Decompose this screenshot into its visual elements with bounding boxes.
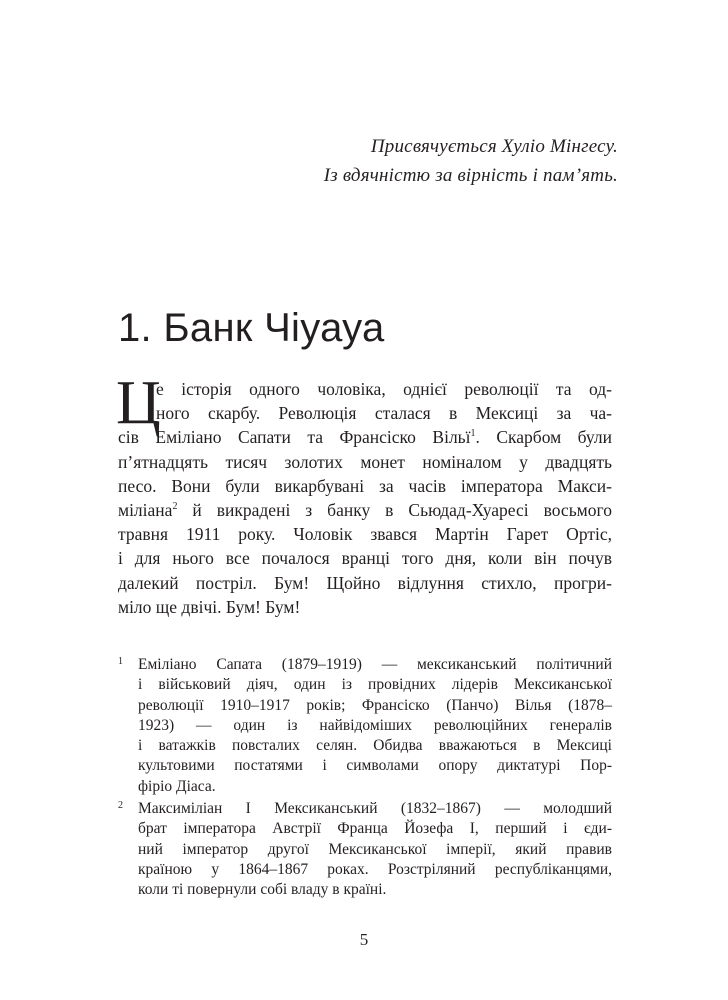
footnote-line: ний імператор другої Мексиканської імперії, який правив: [138, 840, 612, 858]
paragraph-text: й викрадені з банку в Сьюдад-Хуаресі восьмого: [177, 500, 612, 521]
paragraph-text: міліана: [118, 500, 173, 521]
chapter-title: 1. Банк Чіуауа: [118, 306, 385, 350]
footnote-line: 1923) — один із найвідоміших революційних генералів: [138, 716, 612, 734]
footnote-2: [118, 799, 612, 900]
footnote-line: Максиміліан I Мексиканський (1832–1867) — молодший: [138, 800, 612, 818]
footnote-line: країною у 1864–1867 роках. Розстріляний республіканцями,: [138, 860, 612, 878]
footnote-line: і військовий діяч, один із провідних лідерів Мексиканської: [138, 676, 612, 694]
dedication-line-1: Присвячується Хуліо Мінгесу.: [370, 136, 618, 157]
footnote-line: Еміліано Сапата (1879–1919) — мексиканський політичний: [138, 656, 612, 673]
footnote-line: і ватажків повсталих селян. Обидва вважаються в Мексиці: [138, 737, 612, 755]
footnote-ref-2[interactable]: 2: [172, 501, 178, 513]
paragraph-text: . Скарбом були: [475, 427, 612, 448]
footnotes: [118, 655, 612, 903]
paragraph-line: ного скарбу. Революція сталася в Мексиці за ча-: [156, 403, 612, 424]
paragraph-line: далекий постріл. Бум! Щойно відлуння стихло, прогри-: [118, 572, 612, 593]
paragraph-line: травня 1911 року. Чоловік звався Мартін Гарет Ортіс,: [118, 524, 612, 545]
dedication: [324, 132, 618, 190]
footnote-1: [118, 655, 612, 797]
paragraph-line: міло ще двічі. Бум! Бум!: [118, 596, 301, 617]
footnote-number: 1: [118, 656, 123, 667]
paragraph-text: сів Еміліано Сапати та Франсіско Вільї: [118, 427, 471, 448]
drop-cap: Ц: [116, 369, 161, 437]
footnote-line: брат імператора Австрії Франца Йозефа I, перший і єди-: [138, 820, 612, 838]
page-number: 5: [359, 930, 369, 949]
paragraph-line: е історія одного чоловіка, однієї революції та од-: [156, 379, 612, 399]
footnote-number: 2: [118, 800, 123, 812]
chapter-paragraph: [116, 369, 612, 619]
footnote-line: фіріо Діаса.: [138, 777, 216, 795]
paragraph-line: песо. Вони були викарбувані за часів імператора Макси-: [118, 475, 612, 496]
paragraph-line: [118, 498, 612, 522]
footnote-line: коли ті повернули собі владу в країні.: [138, 881, 387, 899]
paragraph-line: і для нього все почалося вранці того дня, коли він почув: [118, 548, 612, 569]
footnote-line: революції 1910–1917 років; Франсіско (Панчо) Вілья (1878–: [138, 696, 612, 714]
paragraph-line: [118, 425, 612, 449]
footnote-line: культовими постатями і символами опору диктатурі Пор-: [138, 757, 612, 775]
paragraph-line: п’ятнадцять тисяч золотих монет номіналом у двадцять: [118, 451, 612, 472]
footnote-ref-1[interactable]: 1: [470, 428, 476, 440]
dedication-line-2: Із вдячністю за вірність і пам’ять.: [323, 165, 618, 186]
